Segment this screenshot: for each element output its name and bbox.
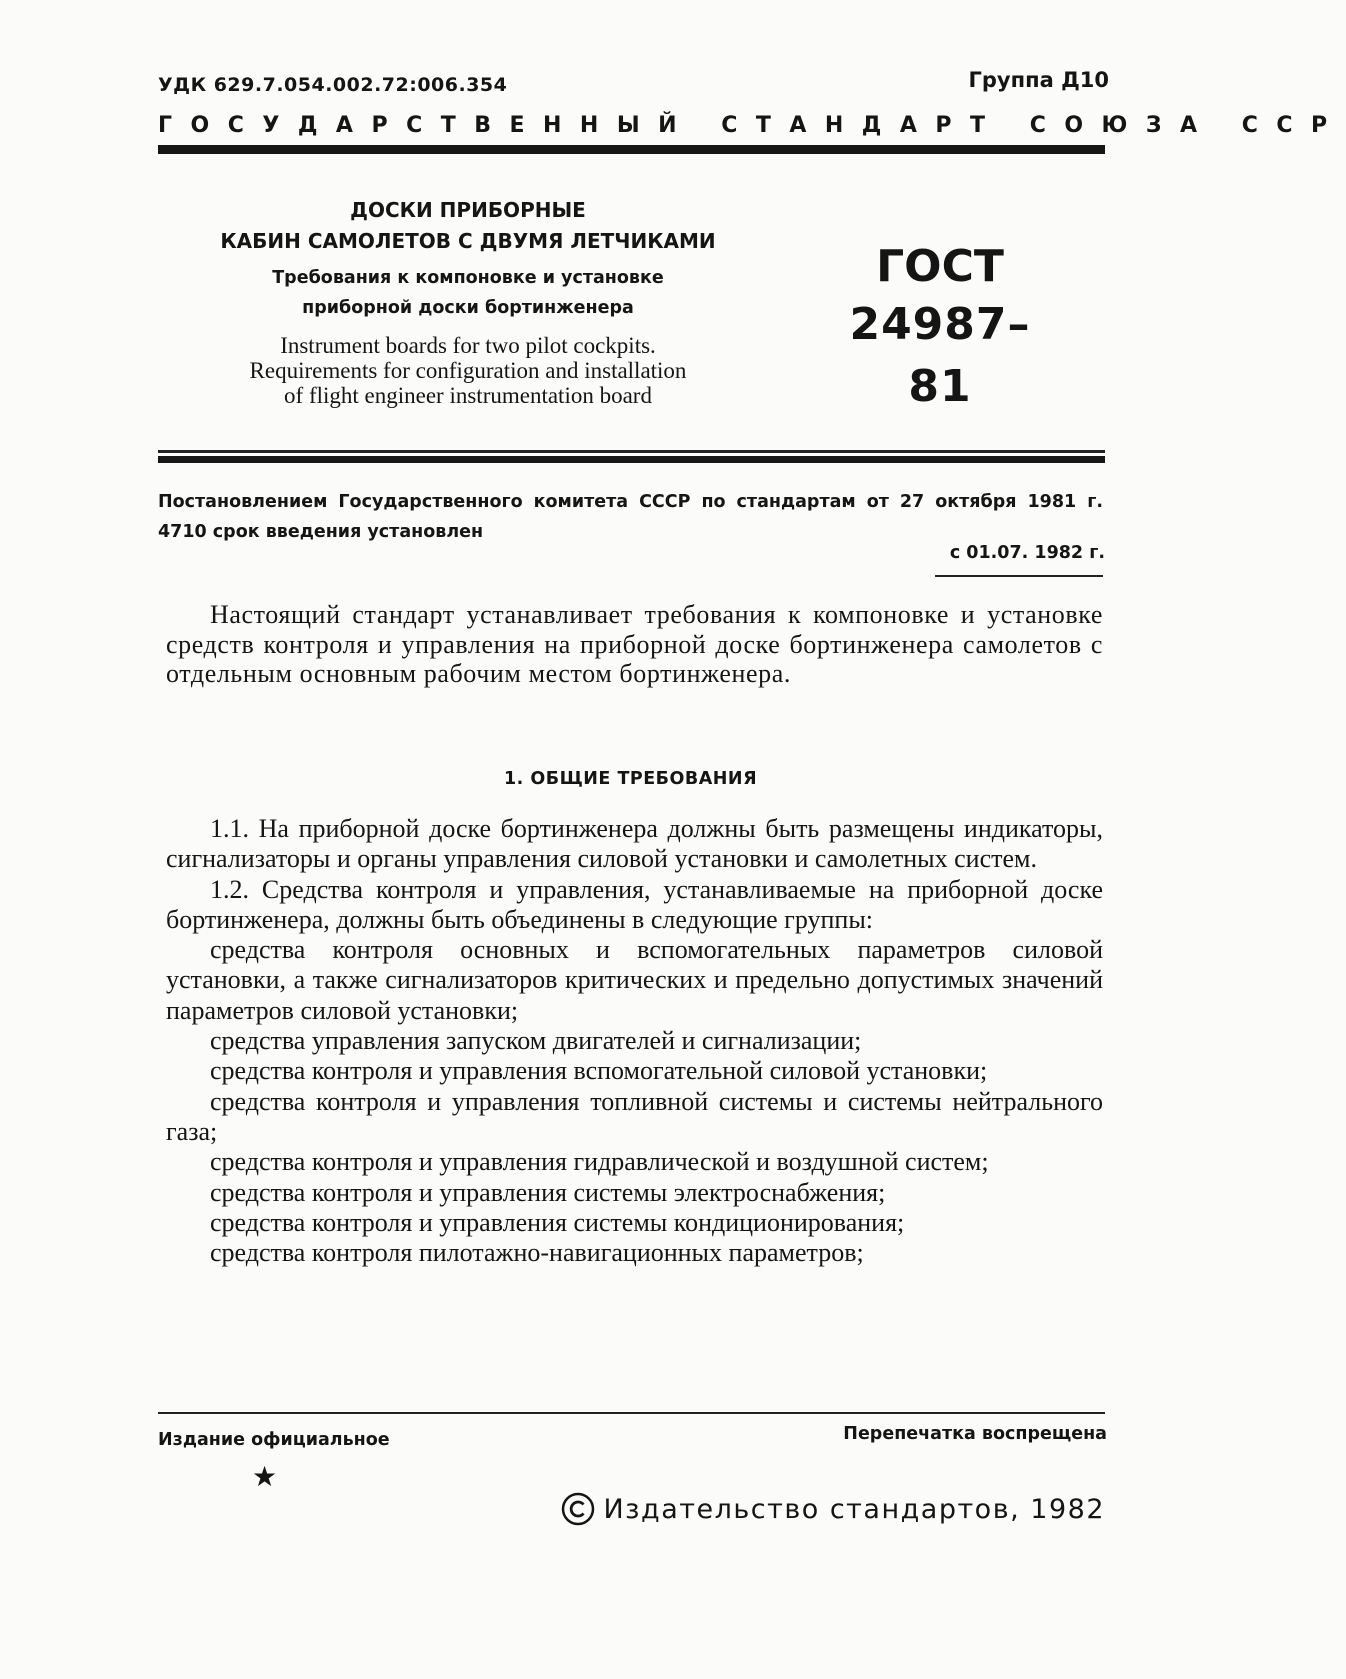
list-item: средства контроля и управления топливной системы и системы нейтрального газа; bbox=[166, 1086, 1103, 1146]
list-item: средства контроля и управления системы кондиционирования; bbox=[210, 1207, 905, 1237]
english-title-2: Requirements for configuration and installation bbox=[249, 358, 687, 383]
title-line-2: КАБИН САМОЛЕТОВ С ДВУМЯ ЛЕТЧИКАМИ bbox=[220, 229, 716, 253]
top-rule bbox=[158, 145, 1105, 154]
copyright-text: Издательство стандартов, 1982 bbox=[603, 1493, 1105, 1525]
list-item: средства контроля и управления системы электроснабжения; bbox=[210, 1177, 886, 1207]
clause-1-2: 1.2. Средства контроля и управления, устанавливаемые на приборной доске бортинженера, должны быть объединены в следующие группы: bbox=[166, 874, 1103, 934]
copyright-icon bbox=[561, 1492, 595, 1526]
star-icon: ★ bbox=[252, 1462, 278, 1493]
copyright-line bbox=[561, 1492, 1105, 1526]
gost-designation bbox=[820, 240, 1060, 418]
decree-text: Постановлением Государственного комитета СССР по стандартам от 27 октября 1981 г. 4710 срок введения установлен bbox=[158, 492, 1103, 542]
list-item: средства управления запуском двигателей и сигнализации; bbox=[210, 1026, 862, 1056]
title-rule-thick bbox=[158, 456, 1105, 463]
reprint-notice: Перепечатка воспрещена bbox=[843, 1424, 1107, 1444]
title-line-1: ДОСКИ ПРИБОРНЫЕ bbox=[350, 198, 586, 222]
group-code: Группа Д10 bbox=[968, 68, 1109, 92]
subtitle-line-2: приборной доски бортинженера bbox=[302, 298, 634, 318]
english-title-1: Instrument boards for two pilot cockpits. bbox=[280, 333, 656, 358]
section-body bbox=[166, 814, 1103, 1268]
date-underline bbox=[935, 575, 1103, 577]
list-item: средства контроля пилотажно-навигационных параметров; bbox=[210, 1238, 864, 1268]
title-rule-thin bbox=[158, 450, 1105, 453]
section-title: 1. ОБЩИЕ ТРЕБОВАНИЯ bbox=[503, 769, 758, 789]
list-item: средства контроля и управления гидравлической и воздушной систем; bbox=[210, 1147, 989, 1177]
udk-code: УДК 629.7.054.002.72:006.354 bbox=[158, 74, 508, 96]
state-standard-banner: ГОСУДАРСТВЕННЫЙ СТАНДАРТ СОЮЗА ССР bbox=[158, 113, 1346, 138]
list-item: средства контроля основных и вспомогательных параметров силовой установки, а также сигнализаторов критических и предельно допустимых значений параметров силовой установки; bbox=[166, 935, 1103, 1025]
subtitle-line-1: Требования к компоновке и установке bbox=[272, 268, 664, 288]
english-title-3: of flight engineer instrumentation board bbox=[284, 383, 652, 408]
clause-1-1: 1.1. На приборной доске бортинженера должны быть размещены индикаторы, сигнализаторы и органы управления силовой установки и самолетных систем. bbox=[166, 814, 1103, 874]
intro-text: Настоящий стандарт устанавливает требования к компоновке и установке средств контроля и управления на приборной доске бортинженера самолетов с отдельным основным рабочим местом бортинженера. bbox=[166, 600, 1103, 688]
gost-word: ГОСТ bbox=[876, 241, 1004, 292]
footer-rule bbox=[158, 1412, 1105, 1414]
intro-paragraph bbox=[166, 600, 1103, 689]
gost-number: 24987–81 bbox=[849, 299, 1031, 412]
title-block bbox=[158, 195, 778, 408]
official-edition: Издание официальное bbox=[158, 1430, 390, 1450]
effective-date: с 01.07. 1982 г. bbox=[949, 543, 1105, 563]
list-item: средства контроля и управления вспомогательной силовой установки; bbox=[210, 1056, 988, 1086]
